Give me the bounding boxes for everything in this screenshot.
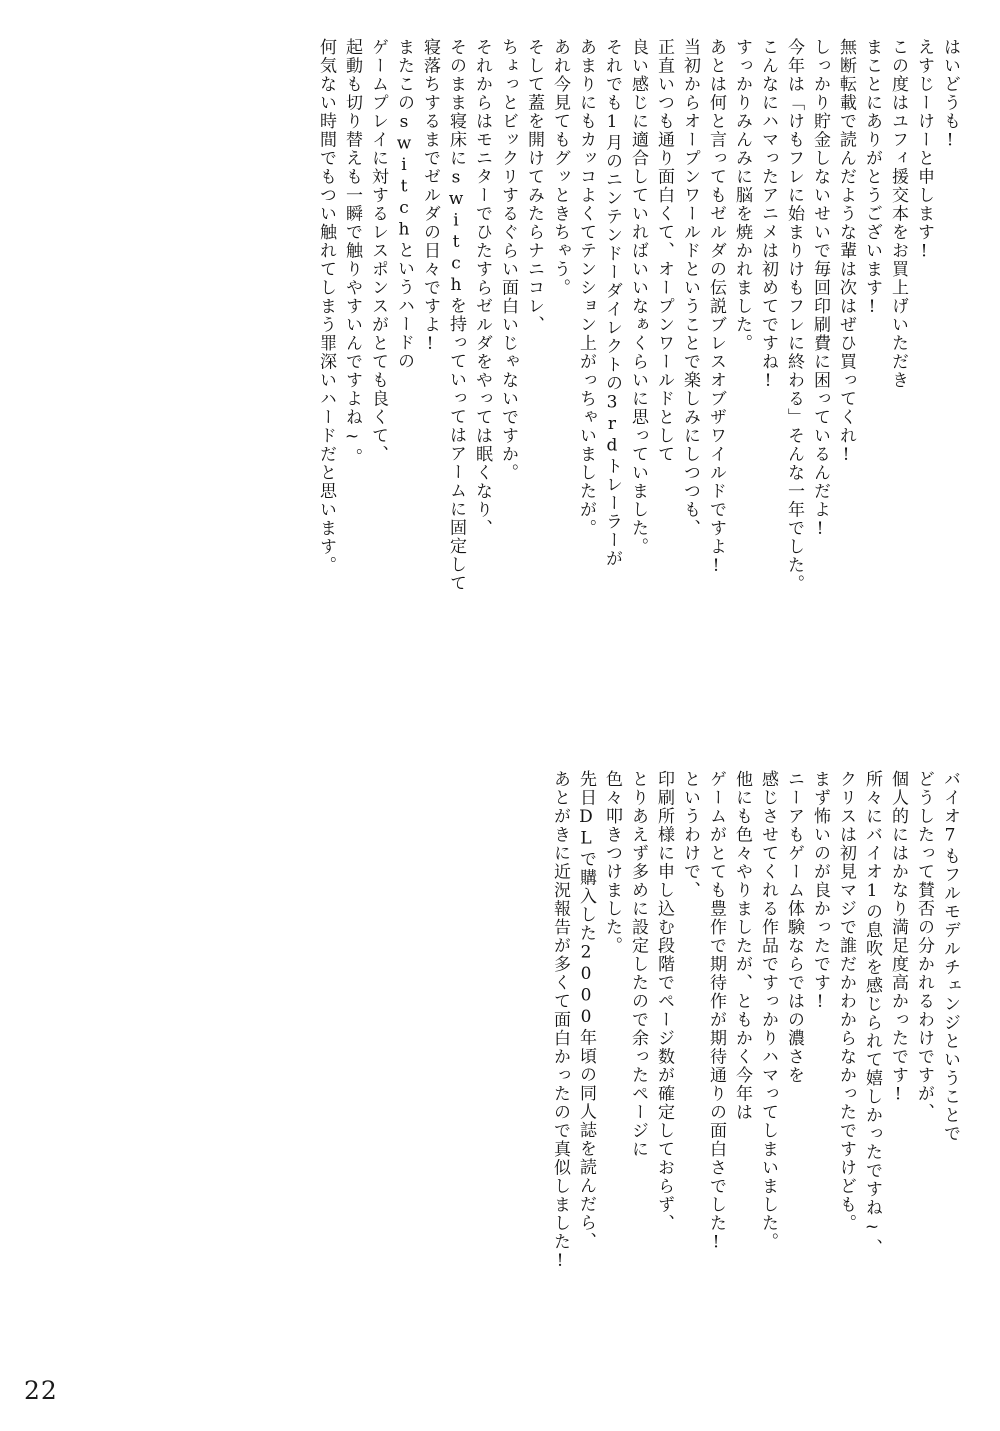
text-column: この度はユフィ援交本をお買上げいただき	[888, 38, 908, 390]
text-column: それでも1月のニンテンドーダイレクトの3rdトレーラーが	[602, 38, 622, 568]
text-column: 色々叩きつけました。	[602, 770, 622, 955]
text-column: ちょっとビックリするぐらい面白いじゃないですか。	[498, 38, 518, 482]
text-column: すっかりみんみに脳を焼かれました。	[732, 38, 752, 353]
text-column: あとは何と言ってもゼルダの伝説ブレスオブザワイルドですよ!	[706, 38, 726, 578]
text-column: あれ今見てもグッときちゃう。	[550, 38, 570, 297]
text-column: どうしたって賛否の分かれるわけですが、	[914, 770, 934, 1122]
text-column: こんなにハマったアニメは初めてですね!	[758, 38, 778, 393]
text-column: 今年は「けもフレに始まりけもフレに終わる」そんな一年でした。	[784, 38, 804, 593]
text-column: 無断転載で読んだような輩は次はぜひ買ってくれ!	[836, 38, 856, 467]
text-column: ゲームがとても豊作で期待作が期待通りの面白さでした!	[706, 770, 726, 1254]
text-column: まことにありがとうございます!	[862, 38, 882, 319]
text-column-group-upper	[308, 38, 958, 593]
text-column: バイオ7もフルモデルチェンジということで	[940, 770, 960, 1143]
page-number: 22	[24, 1376, 58, 1405]
text-column: 印刷所様に申し込む段階でページ数が確定しておらず、	[654, 770, 674, 1233]
text-column: まず怖いのが良かったです!	[810, 770, 830, 1014]
text-column: クリスは初見マジで誰だかわからなかったですけども。	[836, 770, 856, 1233]
text-column: 当初からオープンワールドということで楽しみにしつつも、	[680, 38, 700, 538]
text-column: 先日DLで購入した2000年頃の同人誌を読んだら、	[576, 770, 596, 1251]
text-column: 起動も切り替えも一瞬で触りやすいんですよね~。	[342, 38, 362, 467]
text-column: 寝落ちするまでゼルダの日々ですよ!	[420, 38, 440, 356]
text-column-group-lower	[542, 770, 958, 1273]
text-column: そのまま寝床にswitchを持っていってはアームに固定して	[446, 38, 466, 593]
text-column: えすじーけーと申します!	[914, 38, 934, 263]
text-column: 感じさせてくれる作品ですっかりハマってしまいました。	[758, 770, 778, 1251]
text-column: あまりにもカッコよくてテンション上がっちゃいましたが。	[576, 38, 596, 538]
text-column: しっかり貯金しないせいで毎回印刷費に困っているんだよ!	[810, 38, 830, 541]
text-column: とりあえず多めに設定したので余ったページに	[628, 770, 648, 1159]
text-column: ゲームプレイに対するレスポンスがとても良くて、	[368, 38, 388, 464]
text-column: 個人的にはかなり満足度高かったです!	[888, 770, 908, 1106]
text-column: 何気ない時間でもつい触れてしまう罪深いハードだと思います。	[316, 38, 336, 575]
text-column: はいどうも!	[940, 38, 960, 152]
text-column: そして蓋を開けてみたらナニコレ、	[524, 38, 544, 334]
text-column: 所々にバイオ1の息吹を感じられて嬉しかったですね~、	[862, 770, 882, 1257]
text-column: 正直いつも通り面白くて、オープンワールドとして	[654, 38, 674, 464]
text-column: というわけで、	[680, 770, 700, 900]
text-column: あとがきに近況報告が多くて面白かったので真似しました!	[550, 770, 570, 1273]
text-column: 他にも色々やりましたが、ともかく今年は	[732, 770, 752, 1122]
text-column: それからはモニターでひたすらゼルダをやっては眠くなり、	[472, 38, 492, 538]
text-column: 良い感じに適合していればいいなぁくらいに思っていました。	[628, 38, 648, 556]
text-column: またこのswitchというハードの	[394, 38, 414, 371]
text-column: ニーアもゲーム体験ならではの濃さを	[784, 770, 804, 1085]
